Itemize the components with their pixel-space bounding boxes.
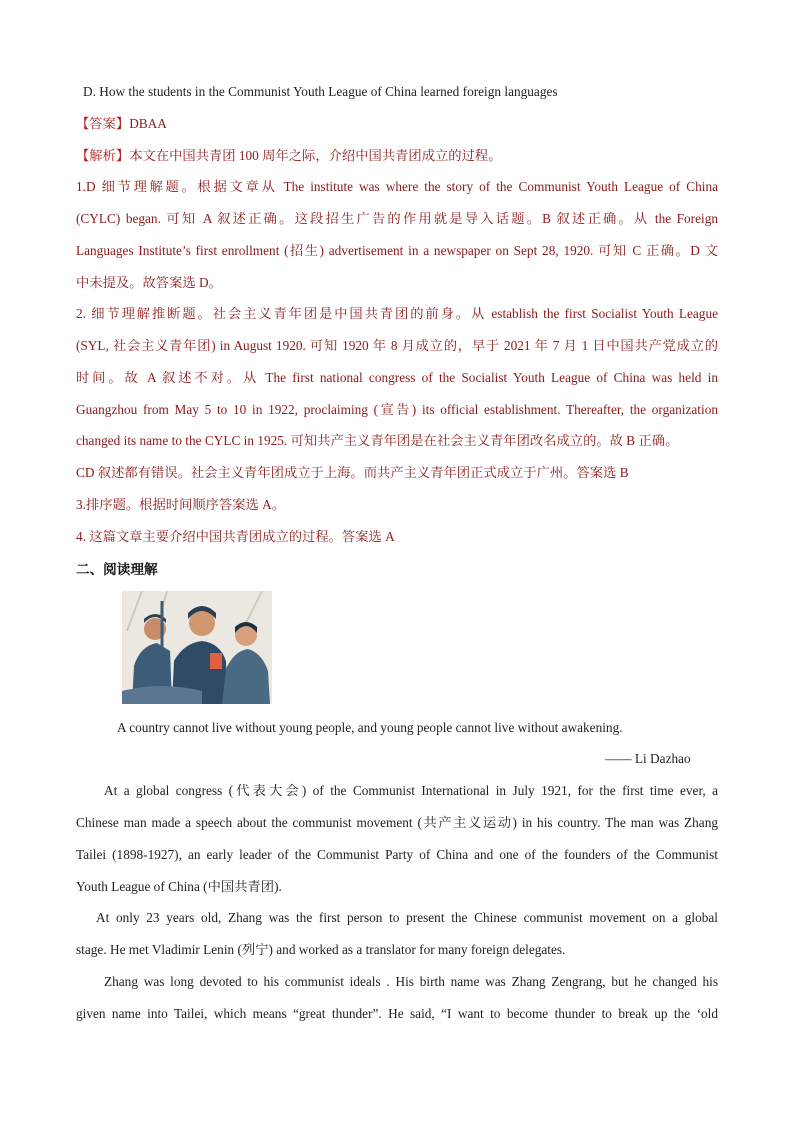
analysis-intro: 本文在中国共青团 100 周年之际，介绍中国共青团成立的过程。 (129, 148, 502, 163)
analysis-tag: 【解析】 (76, 148, 130, 163)
passage-line-8: given name into Tailei, which means “great thunder”. He said, “I want to become thunder to break up the ‘old (76, 1006, 718, 1021)
poster-figures-icon (122, 591, 272, 704)
answer-tag: 【答案】 (76, 116, 130, 131)
passage-line-6: stage. He met Vladimir Lenin (列宁) and worked as a translator for many foreign delegates. (76, 942, 566, 957)
passage-line-4: Youth League of China (中国共青团). (76, 879, 282, 894)
answer-line (76, 114, 718, 134)
analysis-intro-line (76, 146, 718, 166)
q3-line: 3.排序题。根据时间顺序答案选 A。 (76, 497, 286, 512)
passage-line-3: Tailei (1898-1927), an early leader of the Communist Party of China and one of the founders of the Communist (76, 847, 718, 862)
q4-line: 4. 这篇文章主要介绍中国共青团成立的过程。答案选 A (76, 529, 395, 544)
passage-line-2: Chinese man made a speech about the communist movement (共产主义运动) in his country. The man was Zhang (76, 815, 718, 830)
q2-line-6: CD 叙述都有错误。社会主义青年团成立于上海。而共产主义青年团正式成立于广州。答案选 B (76, 465, 629, 480)
q2-line-5: changed its name to the CYLC in 1925. 可知共产主义青年团是在社会主义青年团改名成立的。故 B 正确。 (76, 433, 679, 448)
q1-line-4: 中未提及。故答案选 D。 (76, 275, 222, 290)
answer-text: DBAA (129, 116, 167, 131)
q2-line-1: 2. 细节理解推断题。社会主义青年团是中国共青团的前身。从 establish the first Socialist Youth League (76, 306, 718, 321)
q2-line-4: Guangzhou from May 5 to 10 in 1922, proclaiming (宣告) its official establishment. Thereafter, the organization (76, 402, 718, 417)
q1-line-3: Languages Institute’s first enrollment (招生) advertisement in a newspaper on Sept 28, 1920. 可知 C 正确。D 文 (76, 243, 718, 258)
quote-text: A country cannot live without young people, and young people cannot live without awakening. (117, 720, 623, 735)
quote-author: —— Li Dazhao (605, 751, 691, 766)
passage-line-7: Zhang was long devoted to his communist ideals . His birth name was Zhang Zengrang, but he changed his (104, 974, 718, 989)
section-heading: 二、阅读理解 (76, 562, 158, 577)
q2-line-2: (SYL, 社会主义青年团) in August 1920. 可知 1920 年 8 月成立的，早于 2021 年 7 月 1 日中国共产党成立的 (76, 338, 718, 353)
q1-line-1: 1.D 细节理解题。根据文章从 The institute was where the story of the Communist Youth League of China (76, 179, 718, 194)
option-d: D. How the students in the Communist Youth League of China learned foreign languages (83, 84, 558, 99)
passage-line-1: At a global congress (代表大会) of the Communist International in July 1921, for the first time ever, a (104, 783, 718, 798)
propaganda-poster-illustration (122, 591, 272, 704)
q1-line-2: (CYLC) began. 可知 A 叙述正确。这段招生广告的作用就是导入话题。B 叙述正确。从 the Foreign (76, 211, 718, 226)
passage-line-5: At only 23 years old, Zhang was the first person to present the Chinese communist movement on a global (96, 910, 718, 925)
q2-line-3: 时间。故 A 叙述不对。从 The first national congress of the Socialist Youth League of China was held in (76, 370, 718, 385)
